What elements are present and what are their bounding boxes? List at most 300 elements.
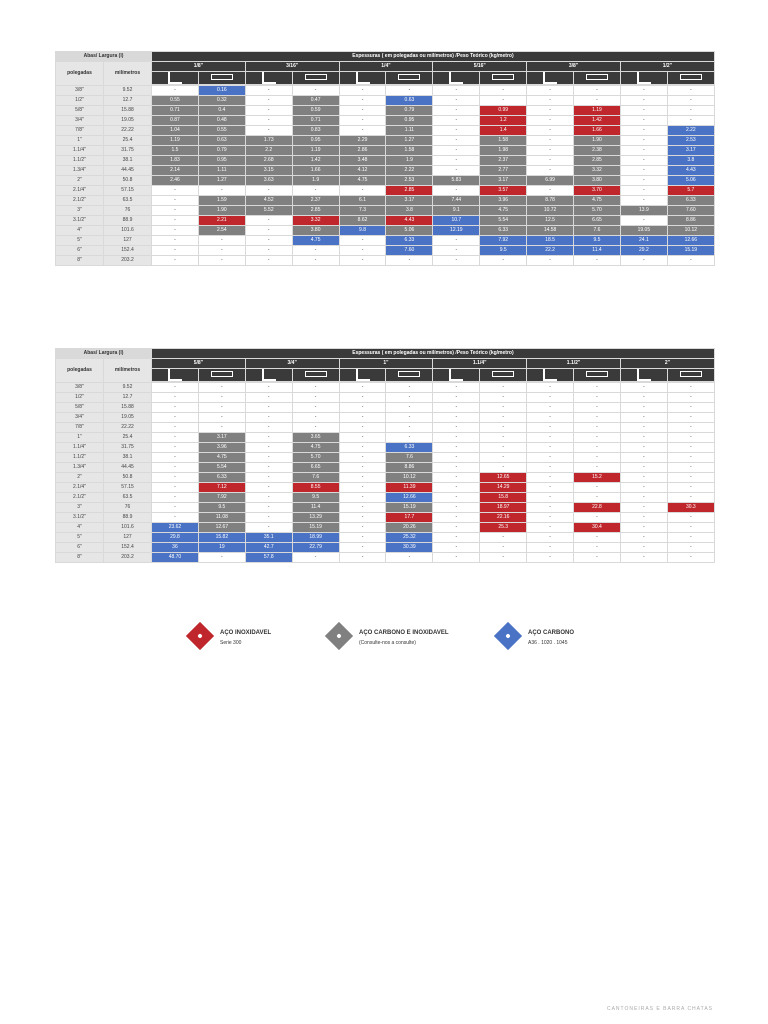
weight-cell: - <box>480 553 527 563</box>
flat-bar-profile-cell <box>198 72 245 85</box>
size-mm: 38.1 <box>104 156 152 166</box>
gray-diamond-icon <box>325 622 353 650</box>
size-mm: 50.8 <box>104 176 152 186</box>
weight-cell: - <box>527 126 574 136</box>
weight-cell: - <box>667 383 714 393</box>
weight-cell: 0.71 <box>152 106 199 116</box>
weight-cell: 8.62 <box>339 216 386 226</box>
weight-cell: 2.22 <box>667 126 714 136</box>
weight-cell: 15.82 <box>198 533 245 543</box>
table-row <box>56 146 715 156</box>
weight-cell: - <box>245 453 292 463</box>
angle-profile-cell <box>433 369 480 382</box>
weight-cell: - <box>527 116 574 126</box>
size-inches: 1/2" <box>56 96 104 106</box>
weight-cell: - <box>433 136 480 146</box>
size-mm: 25.4 <box>104 433 152 443</box>
weight-cell: - <box>527 553 574 563</box>
weight-cell: - <box>245 393 292 403</box>
legend-carbon <box>498 626 608 656</box>
weight-cell: - <box>433 246 480 256</box>
weight-cell: - <box>480 543 527 553</box>
angle-profile-cell <box>152 72 199 85</box>
weight-cell: 7.6 <box>386 453 433 463</box>
table-row <box>56 493 715 503</box>
weight-cell: - <box>292 246 339 256</box>
weight-cell: 1.11 <box>386 126 433 136</box>
weight-cell: 2.53 <box>386 176 433 186</box>
size-inches: 2" <box>56 473 104 483</box>
weight-cell: - <box>339 543 386 553</box>
weight-cell: - <box>667 473 714 483</box>
weight-cell: 0.95 <box>198 156 245 166</box>
size-inches: 3" <box>56 503 104 513</box>
weight-cell: 4.75 <box>339 176 386 186</box>
weight-cell: - <box>480 96 527 106</box>
weight-cell: - <box>152 403 199 413</box>
aba-header: Abas/ Largura (l) <box>56 349 152 359</box>
weight-cell: - <box>245 126 292 136</box>
weight-cell: 1.19 <box>152 136 199 146</box>
weight-cell: - <box>433 403 480 413</box>
weight-cell: - <box>620 196 667 206</box>
inches-subheader: polegadas <box>56 359 104 383</box>
weight-cell: - <box>527 533 574 543</box>
weight-cell: - <box>339 493 386 503</box>
size-inches: 1.1/4" <box>56 443 104 453</box>
weight-cell: - <box>339 513 386 523</box>
flat-bar-profile-cell <box>667 369 714 382</box>
angle-profile-icon <box>356 72 370 84</box>
weight-cell: - <box>339 393 386 403</box>
weight-cell: - <box>527 543 574 553</box>
size-inches: 1/2" <box>56 393 104 403</box>
table-row <box>56 206 715 216</box>
weight-cell: - <box>339 503 386 513</box>
weight-cell: - <box>339 423 386 433</box>
weight-cell: 36 <box>152 543 199 553</box>
weight-cell: - <box>527 146 574 156</box>
weight-cell: - <box>292 186 339 196</box>
header-row <box>56 52 715 62</box>
flat-bar-profile-icon <box>211 371 233 377</box>
flat-bar-profile-icon <box>680 74 702 80</box>
weight-cell: 7.6 <box>292 473 339 483</box>
thickness-group-header: 1/4" <box>339 62 433 72</box>
weight-cell: 4.75 <box>292 443 339 453</box>
weight-cell: 4.75 <box>198 453 245 463</box>
weight-cell: - <box>152 86 199 96</box>
weight-cell: - <box>433 383 480 393</box>
table-row <box>56 86 715 96</box>
size-mm: 63.5 <box>104 493 152 503</box>
weight-cell: - <box>667 413 714 423</box>
weight-cell: - <box>433 433 480 443</box>
weight-cell: 3.8 <box>386 206 433 216</box>
weight-cell: 2.86 <box>339 146 386 156</box>
weight-cell: - <box>386 413 433 423</box>
table-row <box>56 423 715 433</box>
weight-cell: - <box>574 86 621 96</box>
weight-cell: 3.15 <box>245 166 292 176</box>
weight-cell: 11.4 <box>574 246 621 256</box>
table-row <box>56 413 715 423</box>
weight-cell: 57.8 <box>245 553 292 563</box>
weight-cell: - <box>245 216 292 226</box>
size-mm: 50.8 <box>104 473 152 483</box>
thickness-group-header: 1/8" <box>152 62 246 72</box>
weight-cell: 2.68 <box>245 156 292 166</box>
weight-cell: - <box>620 453 667 463</box>
weight-cell: - <box>433 186 480 196</box>
weight-cell: 25.3 <box>480 523 527 533</box>
weight-cell: - <box>574 393 621 403</box>
weight-cell: - <box>667 493 714 503</box>
weight-cell: - <box>667 533 714 543</box>
weight-cell: - <box>667 483 714 493</box>
mm-subheader: milímetros <box>104 359 152 383</box>
weight-cell: - <box>245 433 292 443</box>
weight-cell: - <box>620 256 667 266</box>
thickness-group-header: 5/8" <box>152 359 246 369</box>
angle-profile-cell <box>527 369 574 382</box>
weight-cell: 5.70 <box>574 206 621 216</box>
flat-bar-profile-cell <box>386 369 433 382</box>
weight-cell: 0.55 <box>198 126 245 136</box>
size-mm: 25.4 <box>104 136 152 146</box>
weight-cell: 7.6 <box>574 226 621 236</box>
weight-cell: 9.5 <box>198 503 245 513</box>
weight-cell: - <box>292 393 339 403</box>
weight-cell: 3.80 <box>574 176 621 186</box>
weight-cell: - <box>245 186 292 196</box>
size-mm: 76 <box>104 206 152 216</box>
weight-table-1 <box>55 51 715 266</box>
weight-cell: - <box>527 443 574 453</box>
size-inches: 4" <box>56 523 104 533</box>
weight-cell: - <box>339 383 386 393</box>
weight-cell: - <box>198 403 245 413</box>
weight-cell: 10.7 <box>433 216 480 226</box>
weight-cell: - <box>620 553 667 563</box>
weight-cell: - <box>152 453 199 463</box>
weight-cell: - <box>433 493 480 503</box>
weight-cell: 1.42 <box>574 116 621 126</box>
weight-cell: 2.85 <box>574 156 621 166</box>
weight-cell: - <box>574 453 621 463</box>
weight-cell: - <box>480 433 527 443</box>
weight-cell: 2.85 <box>386 186 433 196</box>
size-inches: 1.1/4" <box>56 146 104 156</box>
table-row <box>56 443 715 453</box>
weight-cell: 3.63 <box>245 176 292 186</box>
weight-cell: - <box>574 493 621 503</box>
weight-cell: 0.47 <box>292 96 339 106</box>
weight-cell: - <box>574 256 621 266</box>
thickness-group-header: 1" <box>339 359 433 369</box>
weight-cell: 15.8 <box>480 493 527 503</box>
weight-cell: - <box>527 256 574 266</box>
weight-cell: - <box>245 86 292 96</box>
weight-cell: - <box>620 473 667 483</box>
weight-cell: - <box>574 403 621 413</box>
flat-bar-profile-cell <box>292 72 339 85</box>
weight-cell: - <box>198 383 245 393</box>
weight-cell: 4.75 <box>574 196 621 206</box>
size-inches: 1" <box>56 433 104 443</box>
weight-cell: - <box>574 553 621 563</box>
weight-cell: - <box>152 216 199 226</box>
aba-header: Abas/ Largura (l) <box>56 52 152 62</box>
weight-cell: - <box>339 413 386 423</box>
weight-cell: - <box>574 543 621 553</box>
weight-cell: - <box>527 453 574 463</box>
size-inches: 2" <box>56 176 104 186</box>
weight-cell: - <box>667 513 714 523</box>
weight-cell: - <box>667 256 714 266</box>
weight-cell: - <box>667 443 714 453</box>
weight-cell: - <box>574 463 621 473</box>
weight-cell: 1.66 <box>292 166 339 176</box>
table-row <box>56 216 715 226</box>
weight-cell: - <box>527 186 574 196</box>
weight-cell: 0.71 <box>292 116 339 126</box>
weight-cell: 2.22 <box>386 166 433 176</box>
weight-cell: - <box>339 256 386 266</box>
weight-cell: - <box>245 483 292 493</box>
angle-profile-cell <box>152 369 199 382</box>
weight-cell: - <box>480 443 527 453</box>
weight-cell: - <box>620 156 667 166</box>
weight-cell: 9.8 <box>339 226 386 236</box>
weight-cell: - <box>339 96 386 106</box>
flat-bar-profile-cell <box>292 369 339 382</box>
weight-cell: - <box>620 503 667 513</box>
weight-cell: - <box>620 166 667 176</box>
weight-cell: - <box>198 413 245 423</box>
weight-cell: - <box>620 483 667 493</box>
weight-cell: - <box>480 403 527 413</box>
weight-cell: 0.59 <box>292 106 339 116</box>
size-mm: 31.75 <box>104 443 152 453</box>
weight-cell: - <box>480 463 527 473</box>
weight-cell: - <box>620 493 667 503</box>
table-row <box>56 256 715 266</box>
weight-cell: - <box>198 553 245 563</box>
weight-cell: - <box>527 156 574 166</box>
weight-cell: 35.1 <box>245 533 292 543</box>
weight-cell: - <box>620 543 667 553</box>
weight-cell: - <box>620 443 667 453</box>
weight-cell: 4.75 <box>480 206 527 216</box>
weight-cell: - <box>527 513 574 523</box>
weight-cell: - <box>245 236 292 246</box>
weight-cell: 1.19 <box>292 146 339 156</box>
weight-cell: 2.46 <box>152 176 199 186</box>
weight-cell: 24.1 <box>620 236 667 246</box>
weight-cell: 6.99 <box>527 176 574 186</box>
table-row <box>56 463 715 473</box>
profile-icon-row <box>56 369 715 382</box>
weight-cell: - <box>667 463 714 473</box>
weight-cell: - <box>339 523 386 533</box>
weight-cell: 2.29 <box>339 136 386 146</box>
size-mm: 57.15 <box>104 483 152 493</box>
size-inches: 4" <box>56 226 104 236</box>
weight-cell: - <box>152 463 199 473</box>
weight-cell: - <box>433 116 480 126</box>
weight-cell: 4.12 <box>339 166 386 176</box>
weight-cell: 30.4 <box>574 523 621 533</box>
weight-cell: 0.95 <box>292 136 339 146</box>
profile-icon-row <box>56 72 715 85</box>
weight-cell: - <box>339 443 386 453</box>
weight-cell: - <box>527 493 574 503</box>
weight-cell: 18.97 <box>480 503 527 513</box>
angle-profile-cell <box>433 72 480 85</box>
weight-cell: - <box>433 443 480 453</box>
weight-cell: 14.29 <box>480 483 527 493</box>
weight-cell: - <box>198 393 245 403</box>
weight-cell: 1.9 <box>292 176 339 186</box>
weight-cell: 1.11 <box>198 166 245 176</box>
weight-cell: 3.96 <box>198 443 245 453</box>
angle-profile-icon <box>262 72 276 84</box>
weight-cell: 15.19 <box>667 246 714 256</box>
size-inches: 2.1/4" <box>56 186 104 196</box>
weight-cell: 12.65 <box>480 473 527 483</box>
weight-cell: 2.53 <box>667 136 714 146</box>
size-inches: 2.1/2" <box>56 196 104 206</box>
size-inches: 2.1/4" <box>56 483 104 493</box>
angle-profile-cell <box>245 72 292 85</box>
weight-cell: - <box>667 543 714 553</box>
table-row <box>56 96 715 106</box>
size-mm: 152.4 <box>104 246 152 256</box>
weight-cell: - <box>620 423 667 433</box>
size-inches: 1.1/2" <box>56 453 104 463</box>
weight-cell: - <box>152 443 199 453</box>
weight-cell: - <box>527 463 574 473</box>
flat-bar-profile-cell <box>574 72 621 85</box>
weight-cell: - <box>152 383 199 393</box>
weight-cell: - <box>339 403 386 413</box>
table-row <box>56 543 715 553</box>
weight-cell: - <box>292 383 339 393</box>
size-mm: 88.9 <box>104 513 152 523</box>
weight-cell: 0.55 <box>152 96 199 106</box>
weight-cell: - <box>339 463 386 473</box>
angle-profile-icon <box>543 72 557 84</box>
size-mm: 22.22 <box>104 423 152 433</box>
angle-profile-cell <box>620 369 667 382</box>
blue-diamond-icon <box>494 622 522 650</box>
size-mm: 127 <box>104 236 152 246</box>
weight-cell: 4.52 <box>245 196 292 206</box>
weight-cell: - <box>527 96 574 106</box>
weight-cell: 20.26 <box>386 523 433 533</box>
legend-stainless <box>190 626 310 656</box>
size-inches: 1.3/4" <box>56 463 104 473</box>
red-diamond-icon <box>186 622 214 650</box>
weight-cell: - <box>339 86 386 96</box>
weight-cell: 1.27 <box>386 136 433 146</box>
thickness-group-header: 2" <box>620 359 714 369</box>
weight-cell: - <box>339 553 386 563</box>
weight-cell: - <box>339 186 386 196</box>
weight-cell: 0.79 <box>198 146 245 156</box>
weight-cell: 1.9 <box>386 156 433 166</box>
weight-cell: 9.5 <box>480 246 527 256</box>
weight-cell: - <box>620 86 667 96</box>
weight-cell: 15.2 <box>574 473 621 483</box>
weight-cell: - <box>574 513 621 523</box>
size-inches: 3.1/2" <box>56 513 104 523</box>
weight-cell: - <box>152 503 199 513</box>
weight-cell: - <box>527 136 574 146</box>
table-row <box>56 126 715 136</box>
weight-cell: 9.1 <box>433 206 480 216</box>
angle-profile-cell <box>339 72 386 85</box>
weight-cell: - <box>527 433 574 443</box>
weight-cell: - <box>152 246 199 256</box>
legend-carbon-stainless <box>329 626 479 656</box>
weight-cell: - <box>527 473 574 483</box>
weight-cell: - <box>574 483 621 493</box>
weight-cell: 1.2 <box>480 116 527 126</box>
weight-cell: - <box>667 116 714 126</box>
weight-cell: - <box>198 246 245 256</box>
size-inches: 5" <box>56 236 104 246</box>
flat-bar-profile-icon <box>586 371 608 377</box>
weight-cell: - <box>433 393 480 403</box>
table-row <box>56 226 715 236</box>
weight-cell: - <box>339 453 386 463</box>
weight-cell: - <box>386 423 433 433</box>
weight-cell: - <box>433 96 480 106</box>
weight-cell: 1.27 <box>198 176 245 186</box>
weight-cell: 0.79 <box>386 106 433 116</box>
weight-cell: - <box>433 106 480 116</box>
size-inches: 5/8" <box>56 106 104 116</box>
weight-cell: 3.32 <box>292 216 339 226</box>
angle-profile-icon <box>168 72 182 84</box>
weight-cell: 42.7 <box>245 543 292 553</box>
size-mm: 19.05 <box>104 116 152 126</box>
weight-cell: 8.55 <box>292 483 339 493</box>
weight-cell: 30.3 <box>667 503 714 513</box>
weight-cell: 3.57 <box>480 186 527 196</box>
angle-profile-cell <box>339 369 386 382</box>
weight-cell: - <box>245 403 292 413</box>
weight-cell: - <box>620 186 667 196</box>
size-mm: 203.2 <box>104 553 152 563</box>
weight-cell: 0.16 <box>198 86 245 96</box>
flat-bar-profile-icon <box>492 74 514 80</box>
weight-cell: - <box>152 206 199 216</box>
weight-cell: - <box>152 493 199 503</box>
weight-cell: - <box>620 176 667 186</box>
weight-cell: - <box>245 226 292 236</box>
table-row <box>56 533 715 543</box>
table-row <box>56 196 715 206</box>
weight-cell: 6.33 <box>386 236 433 246</box>
weight-cell: 17.7 <box>386 513 433 523</box>
weight-cell: - <box>667 96 714 106</box>
weight-cell: 2.54 <box>198 226 245 236</box>
weight-cell: 19.05 <box>620 226 667 236</box>
weight-cell: - <box>433 513 480 523</box>
